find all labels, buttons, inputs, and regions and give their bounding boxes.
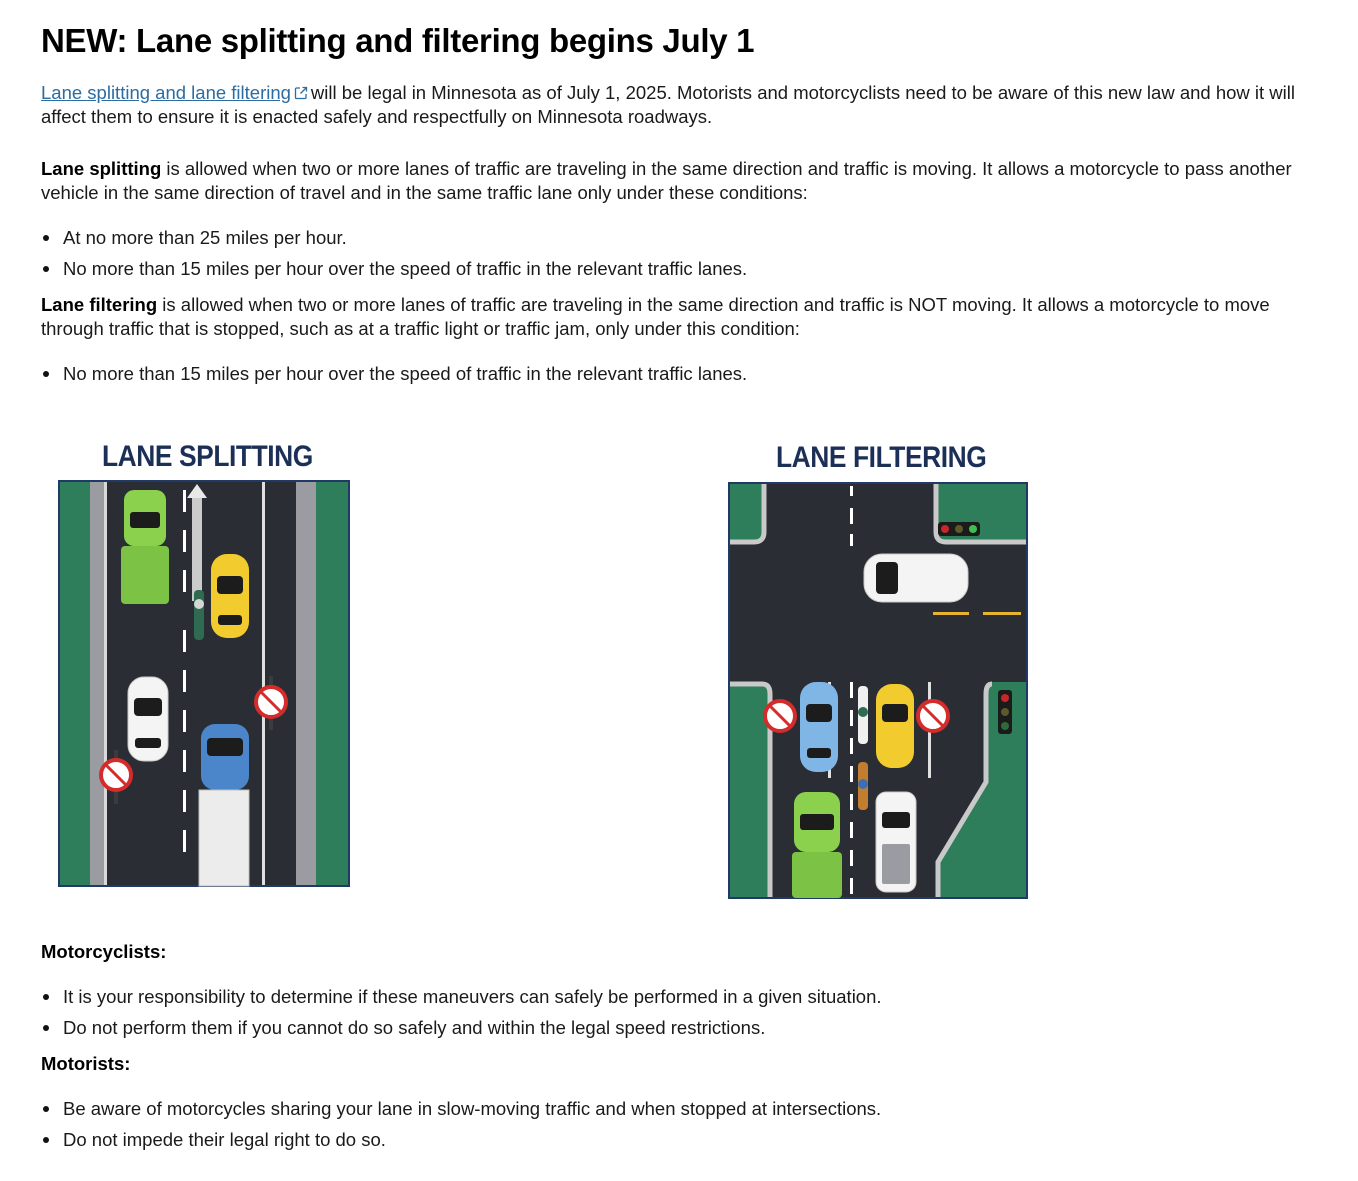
intro-text-line1: will be legal in Minnesota as of July 1, 2025. Motorists and motorcyclists need to be aware of this new law and how it will [310,82,1295,103]
lane-filtering-text-line2: through traffic that is stopped, such as at a traffic light or traffic jam, only under this condition: [41,318,800,339]
grass-top-left [730,484,764,542]
motorcyclists-list [41,985,882,1047]
blue-car-icon [800,682,838,772]
white-van-icon [864,554,968,602]
white-trailer-icon [199,790,249,886]
motorists-heading: Motorists: [41,1053,131,1074]
lane-filtering-conditions [41,362,747,393]
motorcycle-icon [858,686,868,744]
lane-splitting-term: Lane splitting [41,158,162,179]
green-truck-icon [121,490,169,604]
white-car-icon [128,677,168,761]
lane-filtering-title: LANE FILTERING [776,441,987,474]
list-item: Do not impede their legal right to do so. [41,1128,881,1159]
lane-splitting-illustration [58,480,350,887]
lane-splitting-text-line2: vehicle in the same direction of travel and in the same traffic lane only under these conditions: [41,182,808,203]
traffic-light-vertical-icon [998,690,1012,734]
blue-car-icon [201,724,249,790]
white-pickup-icon [876,792,916,892]
lane-filtering-paragraph [41,293,1351,341]
page-title: NEW: Lane splitting and filtering begins July 1 [41,22,755,59]
lane-filtering-term: Lane filtering [41,294,158,315]
grass-left [60,482,90,885]
lane-filtering-text-line1: is allowed when two or more lanes of traffic are traveling in the same direction and traffic is NOT moving. It allows a motorcycle to move [157,294,1270,315]
motorcycle-icon [194,590,204,640]
grass-right [316,482,348,885]
list-item: Do not perform them if you cannot do so safely and within the legal speed restrictions. [41,1016,882,1047]
lane-splitting-conditions [41,226,747,288]
intro-paragraph [41,81,1351,129]
list-item: It is your responsibility to determine if these maneuvers can safely be performed in a given situation. [41,985,882,1016]
green-truck-icon [792,792,842,898]
list-item: At no more than 25 miles per hour. [41,226,747,257]
lane-filtering-illustration [728,482,1028,899]
lane-divider-dashes [183,490,186,852]
lane-splitting-title: LANE SPLITTING [102,440,313,473]
list-item: Be aware of motorcycles sharing your lane in slow-moving traffic and when stopped at intersections. [41,1097,881,1128]
external-link-icon [294,86,308,100]
no-motorcycle-sign-icon [765,701,795,731]
list-item: No more than 15 miles per hour over the speed of traffic in the relevant traffic lanes. [41,257,747,288]
motorists-list [41,1097,881,1159]
no-motorcycle-sign-icon [918,701,948,731]
list-item: No more than 15 miles per hour over the speed of traffic in the relevant traffic lanes. [41,362,747,393]
motorcycle-icon [858,762,868,810]
intro-text-line2: affect them to ensure it is enacted safely and respectfully on Minnesota roadways. [41,106,713,127]
traffic-light-horizontal-icon [938,522,980,536]
lane-splitting-text-line1: is allowed when two or more lanes of traffic are traveling in the same direction and traffic is moving. It allows a motorcycle to pass another [161,158,1292,179]
lane-splitting-paragraph [41,157,1351,205]
motorcyclists-heading: Motorcyclists: [41,941,167,962]
lane-splitting-filtering-link[interactable]: Lane splitting and lane filtering [41,82,291,103]
yellow-car-icon [876,684,914,768]
yellow-car-icon [211,554,249,638]
